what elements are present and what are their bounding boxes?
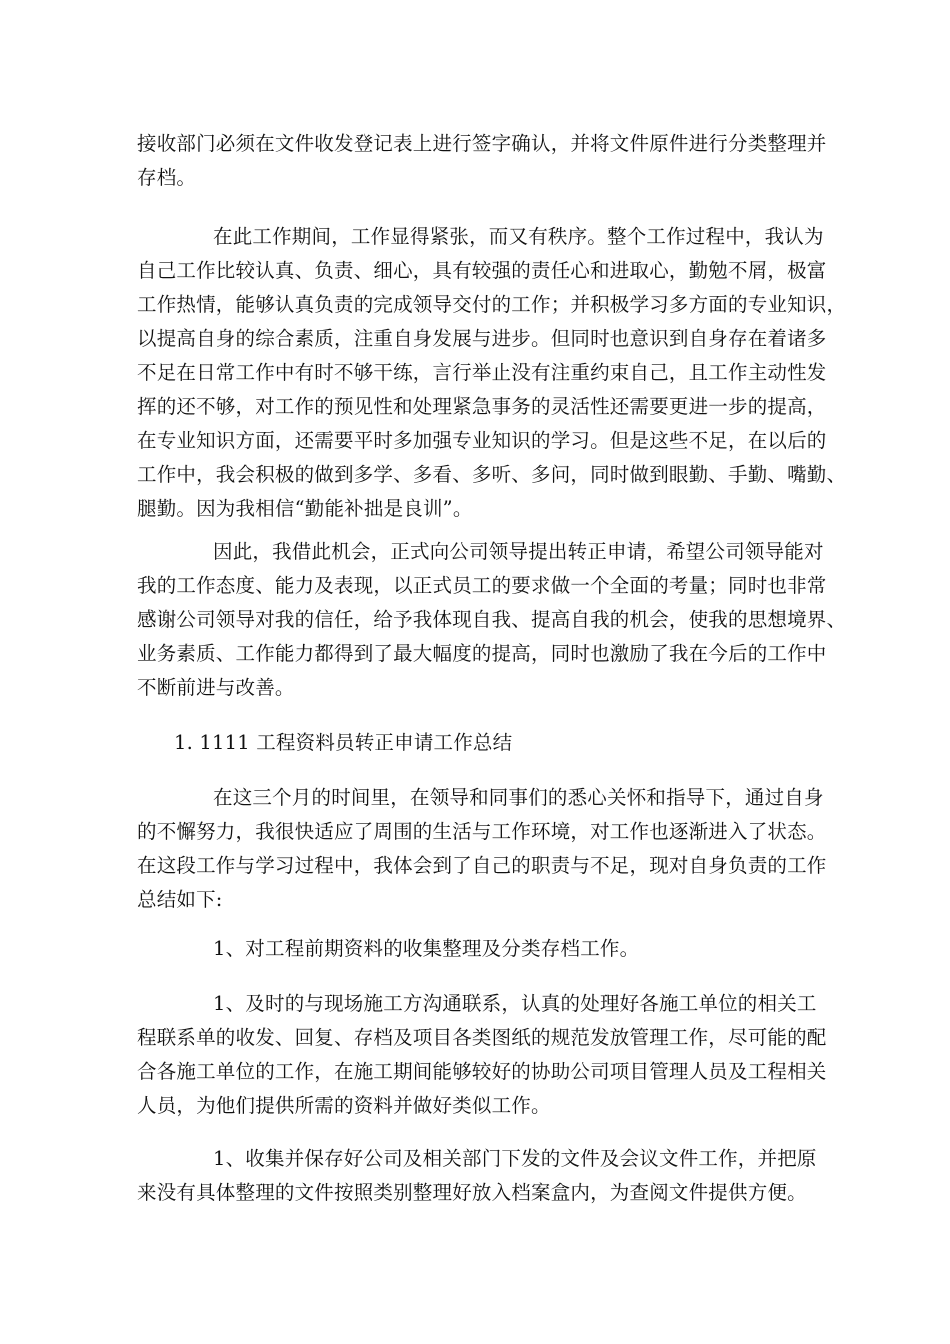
paragraph-line: 接收部门必须在文件收发登记表上进行签字确认，并将文件原件进行分类整理并 bbox=[137, 132, 827, 155]
paragraph-work-performance bbox=[137, 220, 847, 526]
paragraph-file-archiving bbox=[137, 127, 827, 195]
paragraph-line: 人员，为他们提供所需的资料并做好类似工作。 bbox=[137, 1094, 551, 1117]
paragraph-line: 以提高自身的综合素质，注重自身发展与进步。但同时也意识到自身存在着诸多 bbox=[137, 327, 827, 350]
paragraph-line: 1、及时的与现场施工方沟通联系，认真的处理好各施工单位的相关工 bbox=[213, 992, 817, 1015]
paragraph-line: 在此工作期间，工作显得紧张，而又有秩序。整个工作过程中，我认为 bbox=[213, 225, 824, 248]
paragraph-line: 的不懈努力，我很快适应了周围的生活与工作环境，对工作也逐渐进入了状态。 bbox=[137, 820, 827, 843]
paragraph-line: 工作热情，能够认真负责的完成领导交付的工作；并积极学习多方面的专业知识， bbox=[137, 293, 847, 316]
section-heading-text: 1. 1111 工程资料员转正申请工作总结 bbox=[174, 731, 513, 754]
paragraph-line: 1、收集并保存好公司及相关部门下发的文件及会议文件工作，并把原 bbox=[213, 1147, 817, 1170]
paragraph-line: 在专业知识方面，还需要平时多加强专业知识的学习。但是这些不足，在以后的 bbox=[137, 429, 827, 452]
paragraph-line: 不断前进与改善。 bbox=[137, 676, 295, 699]
paragraph-line: 腿勤。因为我相信“勤能补拙是良训”。 bbox=[137, 497, 473, 520]
paragraph-line: 1、对工程前期资料的收集整理及分类存档工作。 bbox=[213, 937, 640, 960]
paragraph-line: 感谢公司领导对我的信任，给予我体现自我、提高自我的机会，使我的思想境界、 bbox=[137, 608, 847, 631]
paragraph-line: 工作中，我会积极的做到多学、多看、多听、多问，同时做到眼勤、手勤、嘴勤、 bbox=[137, 463, 847, 486]
paragraph-line: 程联系单的收发、回复、存档及项目各类图纸的规范发放管理工作，尽可能的配 bbox=[137, 1026, 827, 1049]
list-item-site-communication bbox=[137, 987, 827, 1123]
list-item-early-data-collection bbox=[137, 932, 827, 966]
paragraph-line: 来没有具体整理的文件按照类别整理好放入档案盒内，为查阅文件提供方便。 bbox=[137, 1181, 807, 1204]
section-heading bbox=[137, 726, 827, 760]
paragraph-line: 自己工作比较认真、负责、细心，具有较强的责任心和进取心，勤勉不屑，极富 bbox=[137, 259, 827, 282]
paragraph-line: 因此，我借此机会，正式向公司领导提出转正申请，希望公司领导能对 bbox=[213, 540, 824, 563]
paragraph-line: 不足在日常工作中有时不够干练，言行举止没有注重约束自己，且工作主动性发 bbox=[137, 361, 827, 384]
paragraph-line: 总结如下: bbox=[137, 888, 223, 911]
paragraph-line: 在这段工作与学习过程中，我体会到了自己的职责与不足，现对自身负责的工作 bbox=[137, 854, 827, 877]
paragraph-regularization-request bbox=[137, 535, 847, 705]
paragraph-line: 业务素质、工作能力都得到了最大幅度的提高，同时也激励了我在今后的工作中 bbox=[137, 642, 827, 665]
paragraph-line: 挥的还不够，对工作的预见性和处理紧急事务的灵活性还需要更进一步的提高， bbox=[137, 395, 827, 418]
paragraph-line: 存档。 bbox=[137, 166, 197, 189]
paragraph-three-months-summary bbox=[137, 781, 827, 917]
list-item-document-storage bbox=[137, 1142, 827, 1210]
paragraph-line: 我的工作态度、能力及表现，以正式员工的要求做一个全面的考量；同时也非常 bbox=[137, 574, 827, 597]
paragraph-line: 在这三个月的时间里，在领导和同事们的悉心关怀和指导下，通过自身 bbox=[213, 786, 824, 809]
paragraph-line: 合各施工单位的工作，在施工期间能够较好的协助公司项目管理人员及工程相关 bbox=[137, 1060, 827, 1083]
